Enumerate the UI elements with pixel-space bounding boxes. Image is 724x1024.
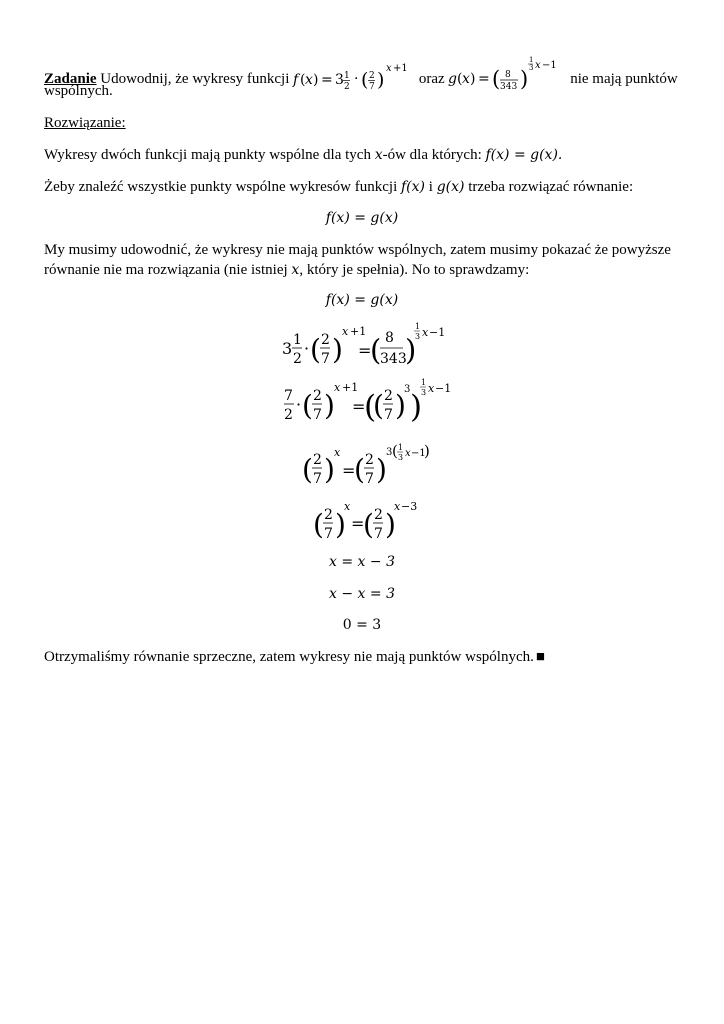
svg-text:x: x	[428, 382, 435, 395]
svg-text:2: 2	[384, 388, 393, 404]
svg-text:−1: −1	[542, 60, 558, 71]
svg-text:343: 343	[380, 351, 407, 367]
svg-text:2: 2	[321, 332, 330, 348]
svg-text:2: 2	[313, 388, 322, 404]
svg-text:3: 3	[404, 384, 411, 395]
svg-text:8: 8	[505, 70, 512, 80]
svg-text:): )	[520, 67, 529, 91]
task-statement-line2: wspólnych.	[44, 83, 113, 99]
svg-text:(: (	[361, 69, 369, 91]
svg-text:2: 2	[324, 507, 333, 523]
svg-text:343: 343	[500, 82, 518, 92]
svg-text:+1: +1	[342, 381, 359, 394]
paragraph-1-mid: -ów dla których:	[382, 147, 482, 163]
paragraph-1-var: x	[374, 147, 383, 163]
svg-text:(: (	[457, 71, 463, 87]
svg-text:(: (	[364, 389, 377, 425]
svg-text:7: 7	[313, 407, 322, 423]
svg-text:1: 1	[293, 332, 302, 348]
svg-text:3: 3	[398, 453, 404, 462]
svg-text:): )	[424, 442, 430, 460]
svg-text:7: 7	[374, 526, 383, 542]
paragraph-1-text: Wykresy dwóch funkcji mają punkty wspólne dla tych	[44, 147, 371, 163]
svg-text:): )	[470, 71, 476, 87]
svg-text:(: (	[392, 442, 398, 460]
svg-text:): )	[324, 389, 335, 422]
svg-text:x: x	[386, 63, 392, 74]
paragraph-1	[44, 144, 684, 166]
equation-step-8: 0 = 3	[342, 617, 382, 633]
equation-step-5	[313, 498, 423, 546]
equation-step-7: x − x = 3	[329, 586, 395, 602]
svg-text:7: 7	[384, 407, 393, 423]
paragraph-2-text: Żeby znaleźć wszystkie punkty wspólne wykresów funkcji	[44, 179, 398, 195]
conclusion	[44, 646, 684, 668]
equation-step-6: x = x − 3	[329, 554, 395, 570]
svg-text:(: (	[354, 453, 365, 486]
svg-text:−1: −1	[411, 448, 426, 459]
svg-text:1: 1	[415, 322, 421, 331]
svg-text:−3: −3	[401, 500, 418, 513]
svg-text:x: x	[394, 500, 401, 513]
svg-text:+1: +1	[393, 63, 408, 74]
svg-text:(: (	[310, 333, 321, 366]
svg-text:x: x	[334, 381, 341, 394]
svg-text:·: ·	[304, 339, 310, 358]
svg-text:7: 7	[313, 471, 322, 487]
paragraph-2-end: trzeba rozwiązać równanie:	[468, 179, 634, 195]
svg-text:): )	[324, 453, 335, 486]
conclusion-text: Otrzymaliśmy równanie sprzeczne, zatem wykresy nie mają punktów wspólnych.	[44, 649, 534, 665]
paragraph-2-and: i	[428, 179, 433, 195]
svg-text:=: =	[358, 341, 372, 360]
svg-text:7: 7	[284, 388, 293, 404]
svg-text:x: x	[422, 326, 429, 339]
svg-text:2: 2	[344, 82, 350, 92]
task-text-end: nie mają punktów	[570, 71, 678, 87]
svg-text:): )	[332, 333, 343, 366]
svg-text:3: 3	[386, 447, 393, 458]
svg-text:(: (	[302, 389, 313, 422]
svg-text:(: (	[370, 333, 382, 367]
oraz-text: oraz	[418, 71, 445, 87]
svg-text:2: 2	[293, 351, 302, 367]
svg-text:−1: −1	[435, 382, 452, 395]
svg-text:=: =	[351, 514, 365, 533]
svg-text:7: 7	[369, 82, 375, 92]
svg-text:2: 2	[284, 407, 293, 423]
svg-text:x: x	[535, 60, 542, 71]
svg-text:x: x	[334, 446, 341, 459]
svg-text:1: 1	[421, 378, 427, 387]
svg-text:): )	[376, 453, 387, 486]
svg-text:x: x	[305, 72, 314, 88]
paragraph-3-var: x	[291, 262, 300, 278]
svg-text:−1: −1	[429, 326, 446, 339]
paragraph-1-equation: f(x) = g(x).	[485, 147, 563, 163]
main-equation: f(x) = g(x)	[325, 210, 399, 226]
svg-text:=: =	[478, 71, 491, 87]
qed-icon: ■	[535, 649, 545, 665]
svg-text:2: 2	[369, 71, 375, 81]
svg-text:(: (	[492, 67, 501, 91]
svg-text:(: (	[373, 389, 384, 422]
svg-text:8: 8	[385, 330, 394, 346]
svg-text:7: 7	[321, 351, 330, 367]
svg-text:3: 3	[415, 332, 421, 341]
paragraph-3-end: , który je spełnia). No to sprawdzamy:	[299, 262, 530, 278]
svg-text:=: =	[342, 461, 356, 480]
svg-text:3: 3	[282, 339, 293, 358]
svg-text:x: x	[405, 448, 411, 459]
paragraph-3-text: równanie nie ma rozwiązania (nie istniej	[44, 262, 288, 278]
svg-text:·: ·	[296, 395, 302, 414]
equation-step-1: f(x) = g(x)	[325, 292, 399, 308]
svg-text:): )	[377, 69, 385, 91]
svg-text:3: 3	[335, 72, 345, 88]
svg-text:7: 7	[324, 526, 333, 542]
svg-text:f: f	[293, 72, 299, 88]
svg-text:(: (	[313, 508, 324, 541]
svg-text:): )	[335, 508, 346, 541]
svg-text:): )	[385, 508, 396, 541]
task-label: Zadanie	[44, 71, 97, 87]
svg-text:+1: +1	[350, 325, 367, 338]
svg-text:2: 2	[313, 452, 322, 468]
task-text: Udowodnij, że wykresy funkcji	[100, 71, 290, 87]
paragraph-3-line2	[44, 259, 684, 281]
svg-text:): )	[410, 389, 423, 425]
svg-text:=: =	[352, 397, 366, 416]
svg-text:): )	[395, 389, 406, 422]
svg-text:1: 1	[529, 56, 534, 64]
svg-text:(: (	[300, 72, 306, 88]
svg-text:2: 2	[374, 507, 383, 523]
paragraph-3-line1: My musimy udowodnić, że wykresy nie mają punktów wspólnych, zatem musimy pokazać że powyższe	[44, 242, 671, 258]
svg-text:=: =	[321, 72, 333, 88]
svg-text:1: 1	[398, 443, 404, 452]
equation-step-2	[282, 322, 446, 372]
paragraph-2-g: g(x)	[436, 179, 465, 195]
svg-text:(: (	[302, 453, 313, 486]
svg-text:x: x	[344, 500, 351, 513]
solution-heading: Rozwiązanie:	[44, 115, 126, 131]
equation-step-3	[284, 378, 452, 428]
svg-text:): )	[405, 333, 417, 367]
svg-text:(: (	[363, 508, 374, 541]
svg-text:2: 2	[365, 452, 374, 468]
paragraph-2-f: f(x)	[401, 179, 426, 195]
paragraph-2	[44, 176, 684, 198]
svg-text:x: x	[342, 325, 349, 338]
svg-text:g: g	[448, 71, 458, 87]
svg-text:7: 7	[365, 471, 374, 487]
svg-text:x: x	[462, 71, 471, 87]
svg-text:1: 1	[344, 71, 350, 81]
svg-text:): )	[313, 72, 319, 88]
equation-step-4	[302, 442, 432, 492]
svg-text:3: 3	[421, 388, 427, 397]
svg-text:3: 3	[529, 64, 534, 72]
svg-text:·: ·	[354, 71, 359, 87]
